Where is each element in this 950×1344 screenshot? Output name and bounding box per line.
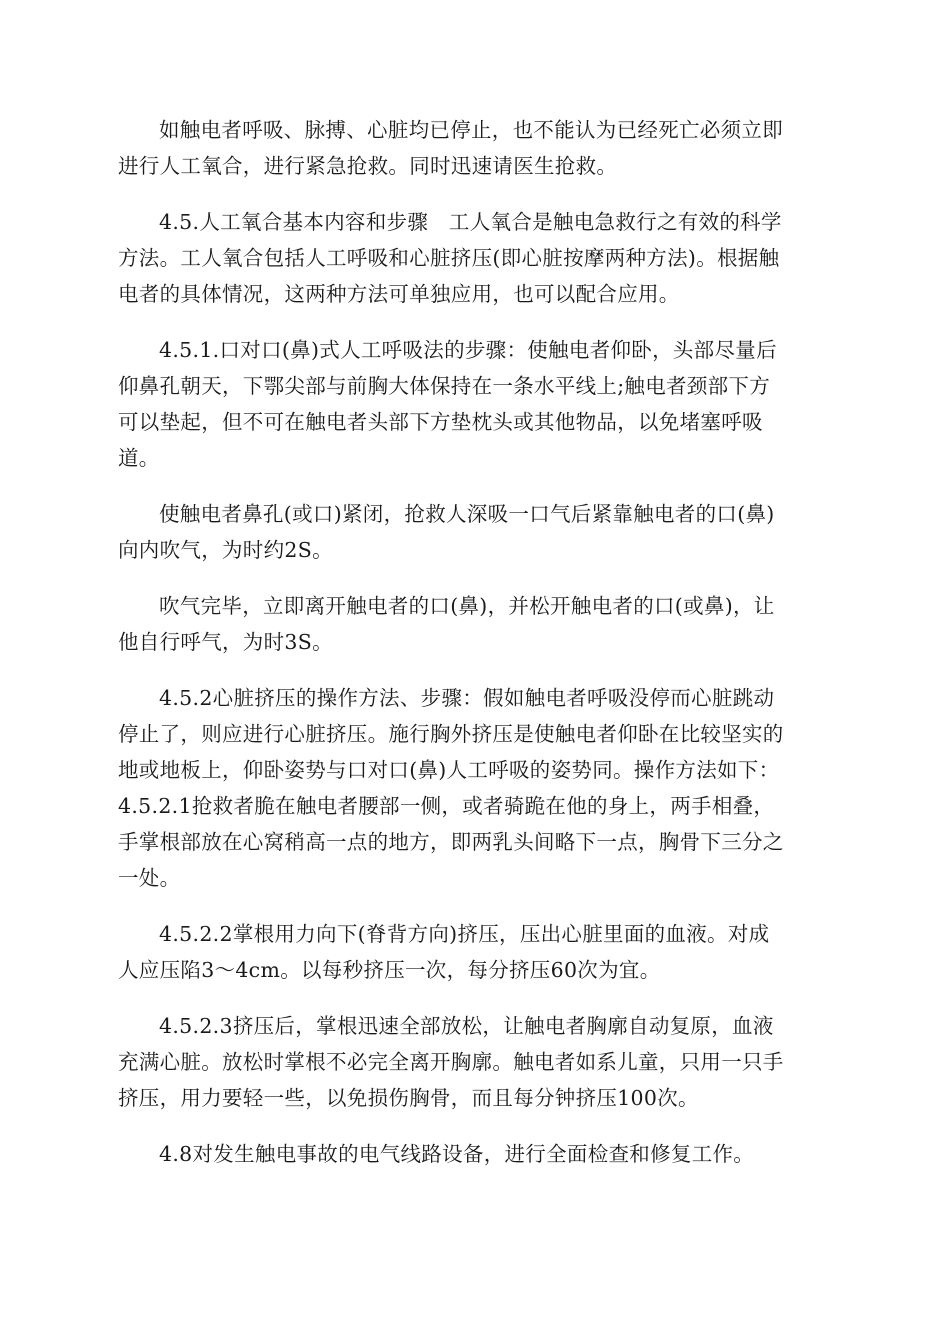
text-line: 进行人工氧合，进行紧急抢救。同时迅速请医生抢救。 [118, 154, 618, 178]
paragraph-no-vital-signs [118, 112, 838, 184]
paragraph-blow-air [118, 496, 838, 568]
text-line: 人应压陷3～4cm。以每秒挤压一次，每分挤压60次为宜。 [118, 958, 661, 982]
text-line: 如触电者呼吸、脉搏、心脏均已停止，也不能认为已经死亡必须立即 [159, 118, 783, 142]
text-line: 吹气完毕，立即离开触电者的口(鼻)，并松开触电者的口(或鼻)，让 [159, 594, 775, 618]
text-line: 一处。 [118, 866, 181, 890]
text-line: 手掌根部放在心窝稍高一点的地方，即两乳头间略下一点，胸骨下三分之 [118, 830, 784, 854]
document-body [118, 112, 838, 1192]
paragraph-section-4-5-1 [118, 332, 838, 476]
paragraph-section-4-5-2-3 [118, 1008, 838, 1116]
text-line: 4.8对发生触电事故的电气线路设备，进行全面检查和修复工作。 [159, 1142, 755, 1166]
text-line: 仰鼻孔朝天，下鄂尖部与前胸大体保持在一条水平线上;触电者颈部下方 [118, 374, 771, 398]
text-line: 4.5.1.口对口(鼻)式人工呼吸法的步骤：使触电者仰卧，头部尽量后 [159, 338, 777, 362]
text-line: 4.5.2.3挤压后，掌根迅速全部放松，让触电者胸廓自动复原，血液 [159, 1014, 774, 1038]
text-line: 可以垫起，但不可在触电者头部下方垫枕头或其他物品，以免堵塞呼吸 [118, 410, 763, 434]
text-line: 他自行呼气，为时3S。 [118, 630, 333, 654]
text-line: 挤压，用力要轻一些，以免损伤胸骨，而且每分钟挤压100次。 [118, 1086, 699, 1110]
text-line: 4.5.2.2掌根用力向下(脊背方向)挤压，压出心脏里面的血液。对成 [159, 922, 770, 946]
text-line: 地或地板上，仰卧姿势与口对口(鼻)人工呼吸的姿势同。操作方法如下： [118, 758, 780, 782]
text-line: 4.5.2.1抢救者脆在触电者腰部一侧，或者骑跪在他的身上，两手相叠， [118, 794, 775, 818]
text-line: 4.5.人工氧合基本内容和步骤 工人氧合是触电急救行之有效的科学 [159, 210, 782, 234]
paragraph-section-4-5-2 [118, 680, 838, 896]
text-line: 方法。工人氧合包括人工呼吸和心脏挤压(即心脏按摩两种方法)。根据触 [118, 246, 780, 270]
text-line: 道。 [118, 446, 160, 470]
paragraph-section-4-5-2-2 [118, 916, 838, 988]
text-line: 向内吹气，为时约2S。 [118, 538, 333, 562]
paragraph-release [118, 588, 838, 660]
text-line: 使触电者鼻孔(或口)紧闭，抢救人深吸一口气后紧靠触电者的口(鼻) [159, 502, 775, 526]
paragraph-section-4-5 [118, 204, 838, 312]
paragraph-section-4-8 [118, 1136, 838, 1172]
text-line: 充满心脏。放松时掌根不必完全离开胸廓。触电者如系儿童，只用一只手 [118, 1050, 784, 1074]
text-line: 停止了，则应进行心脏挤压。施行胸外挤压是使触电者仰卧在比较坚实的 [118, 722, 784, 746]
text-line: 电者的具体情况，这两种方法可单独应用，也可以配合应用。 [118, 282, 680, 306]
text-line: 4.5.2心脏挤压的操作方法、步骤：假如触电者呼吸没停而心脏跳动 [159, 686, 775, 710]
